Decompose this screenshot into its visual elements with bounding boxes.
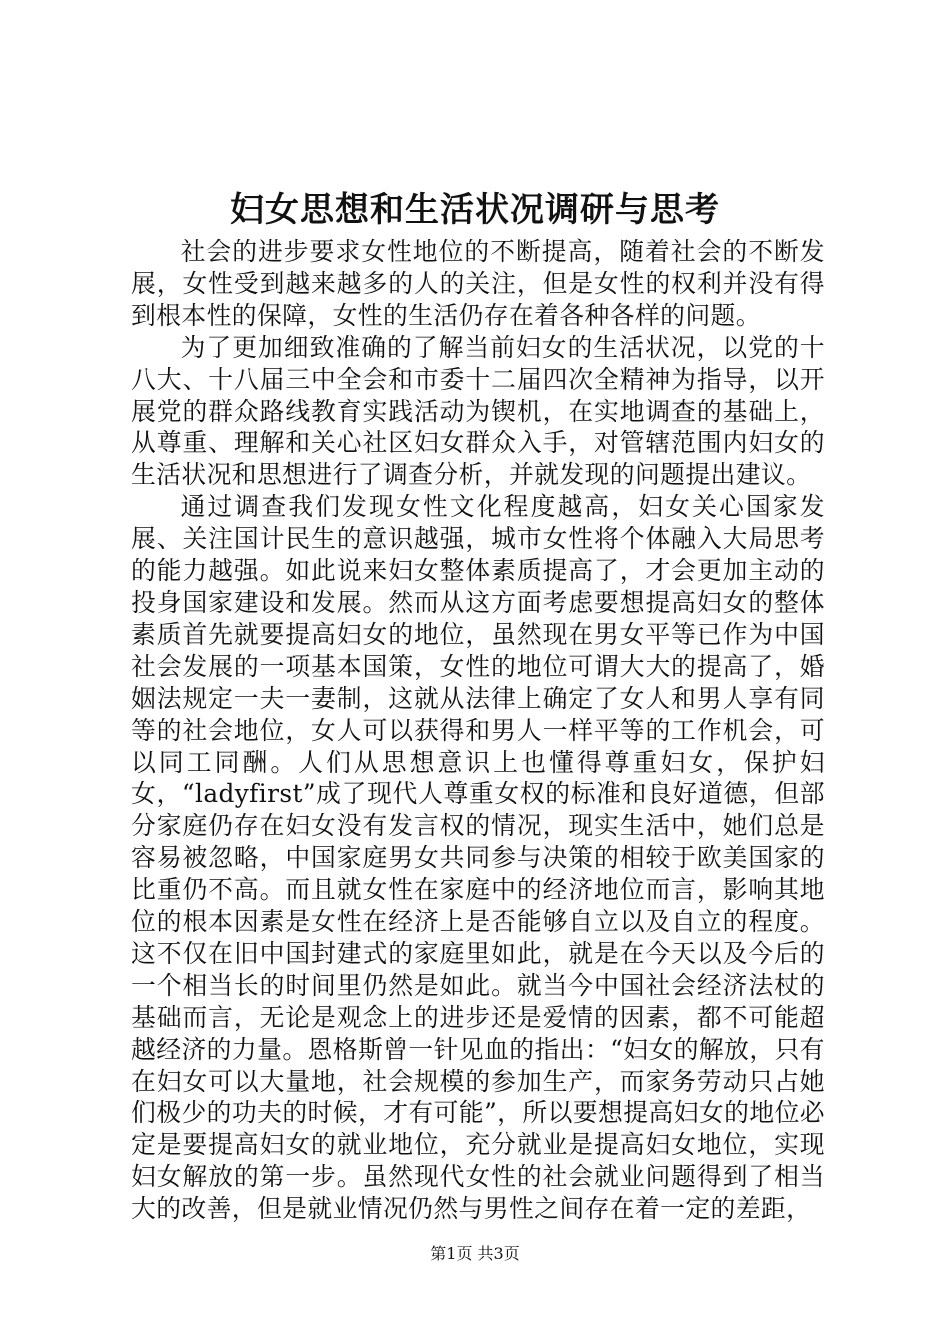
paragraph-2: 为了更加细致准确的了解当前妇女的生活状况，以党的十八大、十八届三中全会和市委十二届四次全精神为指导，以开展党的群众路线教育实践活动为锲机，在实地调查的基础上，从尊重、理解和关心社区妇女群众入手，对管辖范围内妇女的生活状况和思想进行了调查分析，并就发现的问题提出建议。 — [131, 332, 825, 490]
paragraph-1: 社会的进步要求女性地位的不断提高，随着社会的不断发展，女性受到越来越多的人的关注，但是女性的权利并没有得到根本性的保障，女性的生活仍存在着各种各样的问题。 — [131, 237, 825, 330]
document-title: 妇女思想和生活状况调研与思考 — [230, 190, 720, 230]
page-footer: 第1页 共3页 — [430, 1244, 520, 1263]
document-body — [131, 236, 825, 1225]
paragraph-3: 通过调查我们发现女性文化程度越高，妇女关心国家发展、关注国计民生的意识越强，城市女性将个体融入大局思考的能力越强。如此说来妇女整体素质提高了，才会更加主动的投身国家建设和发展。然而从这方面考虑要想提高妇女的整体素质首先就要提高妇女的地位，虽然现在男女平等已作为中国社会发展的一项基本国策，女性的地位可谓大大的提高了，婚姻法规定一夫一妻制，这就从法律上确定了女人和男人享有同等的社会地位，女人可以获得和男人一样平等的工作机会，可以同工同酬。人们从思想意识上也懂得尊重妇女，保护妇女，“ladyfirst”成了现代人尊重女权的标准和良好道德，但部分家庭仍存在妇女没有发言权的情况，现实生活中，她们总是容易被忽略，中国家庭男女共同参与决策的相较于欧美国家的比重仍不高。而且就女性在家庭中的经济地位而言，影响其地位的根本因素是女性在经济上是否能够自立以及自立的程度。这不仅在旧中国封建式的家庭里如此，就是在今天以及今后的一个相当长的时间里仍然是如此。就当今中国社会经济法杖的基础而言，无论是观念上的进步还是爱情的因素，都不可能超越经济的力量。恩格斯曾一针见血的指出：“妇女的解放，只有在妇女可以大量地，社会规模的参加生产，而家务劳动只占她们极少的功夫的时候，才有可能”，所以要想提高妇女的地位必定是要提高妇女的就业地位，充分就业是提高妇女地位，实现妇女解放的第一步。虽然现代女性的社会就业问题得到了相当大的改善，但是就业情况仍然与男性之间存在着一定的差距， — [131, 492, 825, 1224]
